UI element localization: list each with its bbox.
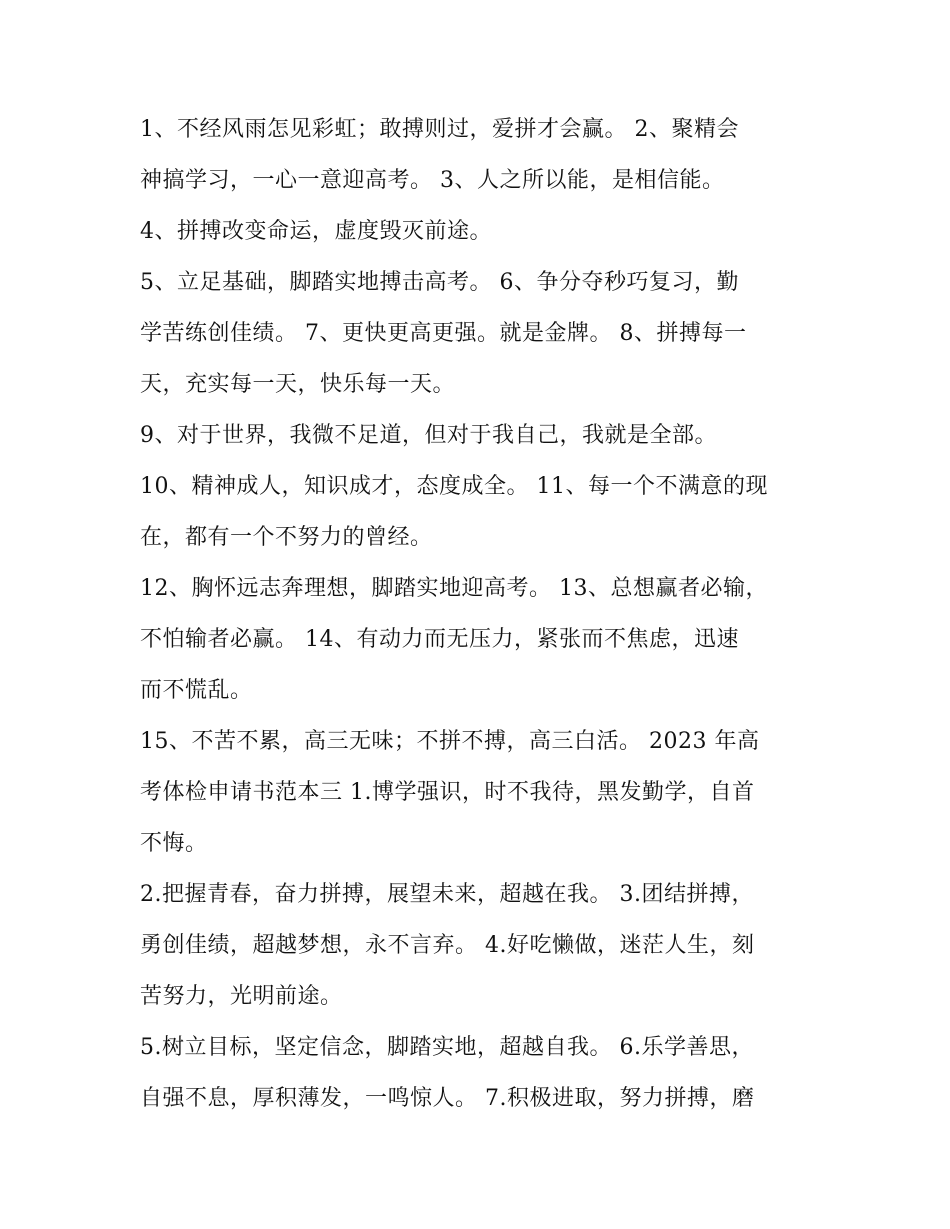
text-line: 9、对于世界，我微不足道，但对于我自己，我就是全部。 [140,423,717,448]
text-line: 天，充实每一天，快乐每一天。 [140,372,456,397]
text-line: 10、精神成人，知识成才，态度成全。 11、每一个不满意的现 [140,474,768,499]
text-line: 5、立足基础，脚踏实地搏击高考。 6、争分夺秒巧复习，勤 [140,270,739,295]
text-line: 在，都有一个不努力的曾经。 [140,525,433,550]
text-line: 苦努力，光明前途。 [140,984,343,1009]
text-line: 不悔。 [140,831,208,856]
text-line: 2.把握青春，奋力拼搏，展望未来，超越在我。 3.团结拼搏， [140,882,754,907]
text-line: 考体检申请书范本三 1.博学强识，时不我待，黑发勤学，自首 [140,780,755,805]
text-line: 15、不苦不累，高三无味；不拼不搏，高三白活。 2023 年高 [140,729,760,754]
text-line: 4、拼搏改变命运，虚度毁灭前途。 [140,219,492,244]
text-line: 5.树立目标，坚定信念，脚踏实地，超越自我。 6.乐学善思， [140,1035,754,1060]
text-line: 勇创佳绩，超越梦想，永不言弃。 4.好吃懒做，迷茫人生，刻 [140,933,755,958]
document-body [140,104,820,1124]
text-line: 12、胸怀远志奔理想，脚踏实地迎高考。 13、总想赢者必输， [140,576,768,601]
text-line: 1、不经风雨怎见彩虹；敢搏则过，爱拼才会赢。 2、聚精会 [140,117,739,142]
text-line: 不怕输者必赢。 14、有动力而无压力，紧张而不焦虑，迅速 [140,627,739,652]
text-line: 自强不息，厚积薄发，一鸣惊人。 7.积极进取，努力拼搏，磨 [140,1086,755,1111]
text-line: 神搞学习，一心一意迎高考。 3、人之所以能，是相信能。 [140,168,725,193]
text-line: 而不慌乱。 [140,678,253,703]
text-line: 学苦练创佳绩。 7、更快更高更强。就是金牌。 8、拼搏每一 [140,321,747,346]
